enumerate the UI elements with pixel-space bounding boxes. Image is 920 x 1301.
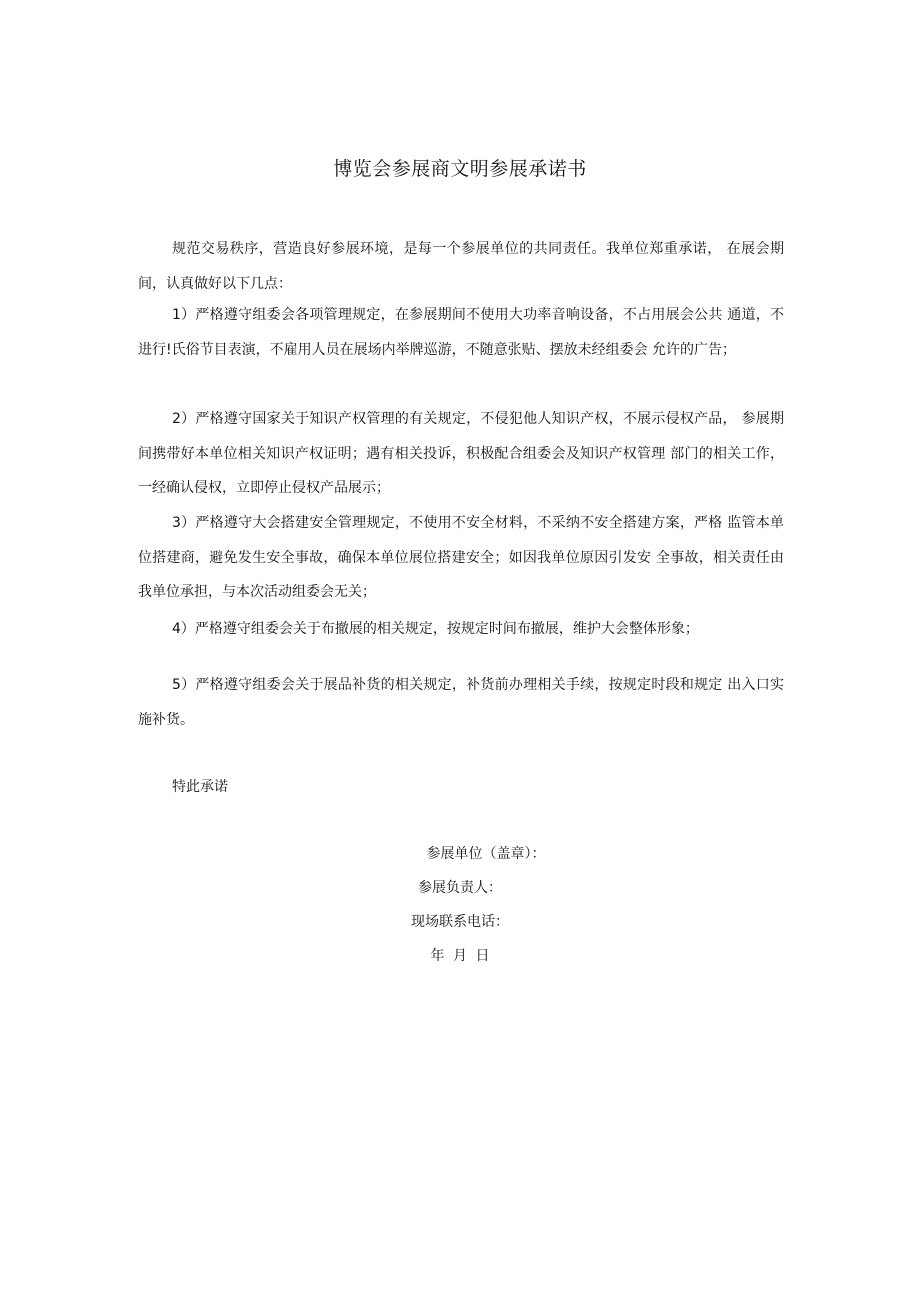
closing-statement: 特此承诺 — [172, 779, 228, 795]
intro-paragraph: 规范交易秩序，营造良好参展环境，是每一个参展单位的共同责任。我单位郑重承诺， 在展会期间，认真做好以下几点： — [138, 241, 784, 292]
signature-person: 参展负责人： — [418, 880, 502, 896]
signature-phone: 现场联系电话： — [411, 914, 509, 930]
commitment-item-1: 1）严格遵守组委会各项管理规定，在参展期间不使用大功率音响设备，不占用展会公共 通道，不进行!氏俗节目表演，不雇用人员在展场内举牌巡游，不随意张贴、摆放未经组委会 允许的广告； — [138, 307, 784, 358]
signature-unit: 参展单位（盖章）： — [426, 846, 546, 862]
commitment-item-3: 3）严格遵守大会搭建安全管理规定，不使用不安全材料，不采纳不安全搭建方案，严格 监管本单位搭建商，避免发生安全事故，确保本单位展位搭建安全；如因我单位原因引发安 全事故，相关责任由我单位承担，与本次活动组委会无关； — [138, 515, 784, 600]
commitment-item-5: 5）严格遵守组委会关于展品补货的相关规定，补货前办理相关手续，按规定时段和规定 出入口实施补货。 — [138, 677, 784, 728]
commitment-item-2: 2）严格遵守国家关于知识产权管理的有关规定，不侵犯他人知识产权，不展示侵权产品， 参展期间携带好本单位相关知识产权证明；遇有相关投诉，积极配合组委会及知识产权管理 部门的相关工作，一经确认侵权，立即停止侵权产品展示； — [138, 411, 784, 496]
signature-date: 年 月 日 — [430, 948, 490, 964]
document-title: 博览会参展商文明参展承诺书 — [333, 158, 587, 180]
commitment-item-4: 4）严格遵守组委会关于布撤展的相关规定，按规定时间布撤展，维护大会整体形象； — [172, 621, 699, 637]
